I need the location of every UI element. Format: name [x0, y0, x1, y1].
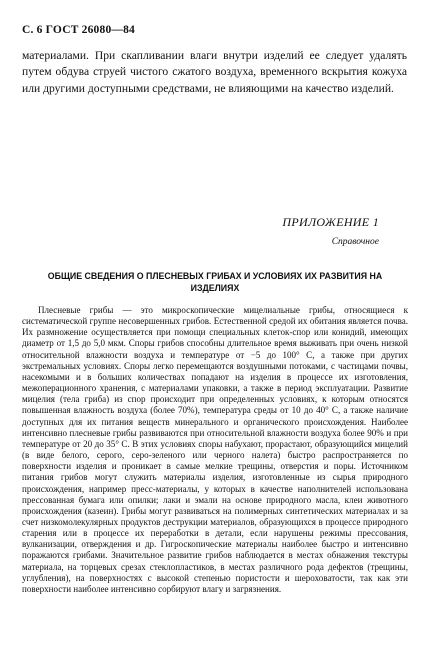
continuation-paragraph: материалами. При скапливании влаги внутри изделий ее следует удалять путем обдува струей чистого сжатого воздуха, временного вскрытия кожуха или другими доступными средствами, не влияющими на качество изделий. [22, 49, 407, 95]
page-header: С. 6 ГОСТ 26080—84 [22, 24, 135, 36]
appendix-label [282, 215, 379, 247]
body-paragraph: Плесневые грибы — это микроскопические мицелиальные грибы, относящиеся к систематической группе несовершенных грибов. Естественной средой их обитания является почва. Их размножение осуществляется при помощи специальных клеток-спор или конидий, имеющих диаметр от 1,5 до 5,0 мкм. Споры грибов способны длительное время выживать при очень низкой относительной влажности воздуха и температуре от −5 до 100° С, а также при других экстремальных условиях. Споры легко перемещаются воздушными потоками, с частицами почвы, насекомыми и в больших количествах попадают на изделия в процессе их изготовления, межоперационного хранения, с материалами упаковки, а также в период эксплуатации. Развитие мицелия (тела гриба) из спор происходит при определенных условиях, к которым относятся повышенная влажность воздуха (более 70%), температура среды от 10 до 40° С, а также наличие доступных для их питания веществ минерального и органического происхождения. Наиболее интенсивно плесневые грибы развиваются при относительной влажности воздуха более 90% и при температуре от 20 до 35° С. В этих условиях споры набухают, прорастают, образующийся мицелий (в виде белого, серого, серо-зеленого или черного налета) быстро распространяется по поверхности изделия и проникает в самые мелкие трещины, отверстия и поры. Источником питания грибов могут служить материалы изделия, изготовленные из сырья природного происхождения, например пресс-материалы, у которых в качестве наполнителей использована прессованная бумага или опилки; лаки и эмали на основе природного масла, клеи животного происхождения (казеин). Грибы могут развиваться на полимерных синтетических материалах и за счет низкомолекулярных продуктов деструкции материалов, образующихся в процессе природного старения или в процессе их переработки в детали, если нарушены режимы прессования, вулканизации, отверждения и др. Гигроскопические материалы наиболее быстро и интенсивно поражаются грибами. Значительное развитие грибов наблюдается в местах обнажения текстуры материала, на торцевых срезах стеклопластиков, в местах различного рода дефектов (трещины, углубления), на поверхностях с высокой степенью пористости и шероховатости, так как эти поверхности наиболее интенсивно сорбируют влагу и загрязнения. [22, 305, 408, 594]
section-title: ОБЩИЕ СВЕДЕНИЯ О ПЛЕСНЕВЫХ ГРИБАХ И УСЛОВИЯХ ИХ РАЗВИТИЯ НА ИЗДЕЛИЯХ [47, 271, 383, 293]
appendix-title: ПРИЛОЖЕНИЕ 1 [282, 215, 379, 229]
appendix-subtitle: Справочное [331, 237, 379, 247]
